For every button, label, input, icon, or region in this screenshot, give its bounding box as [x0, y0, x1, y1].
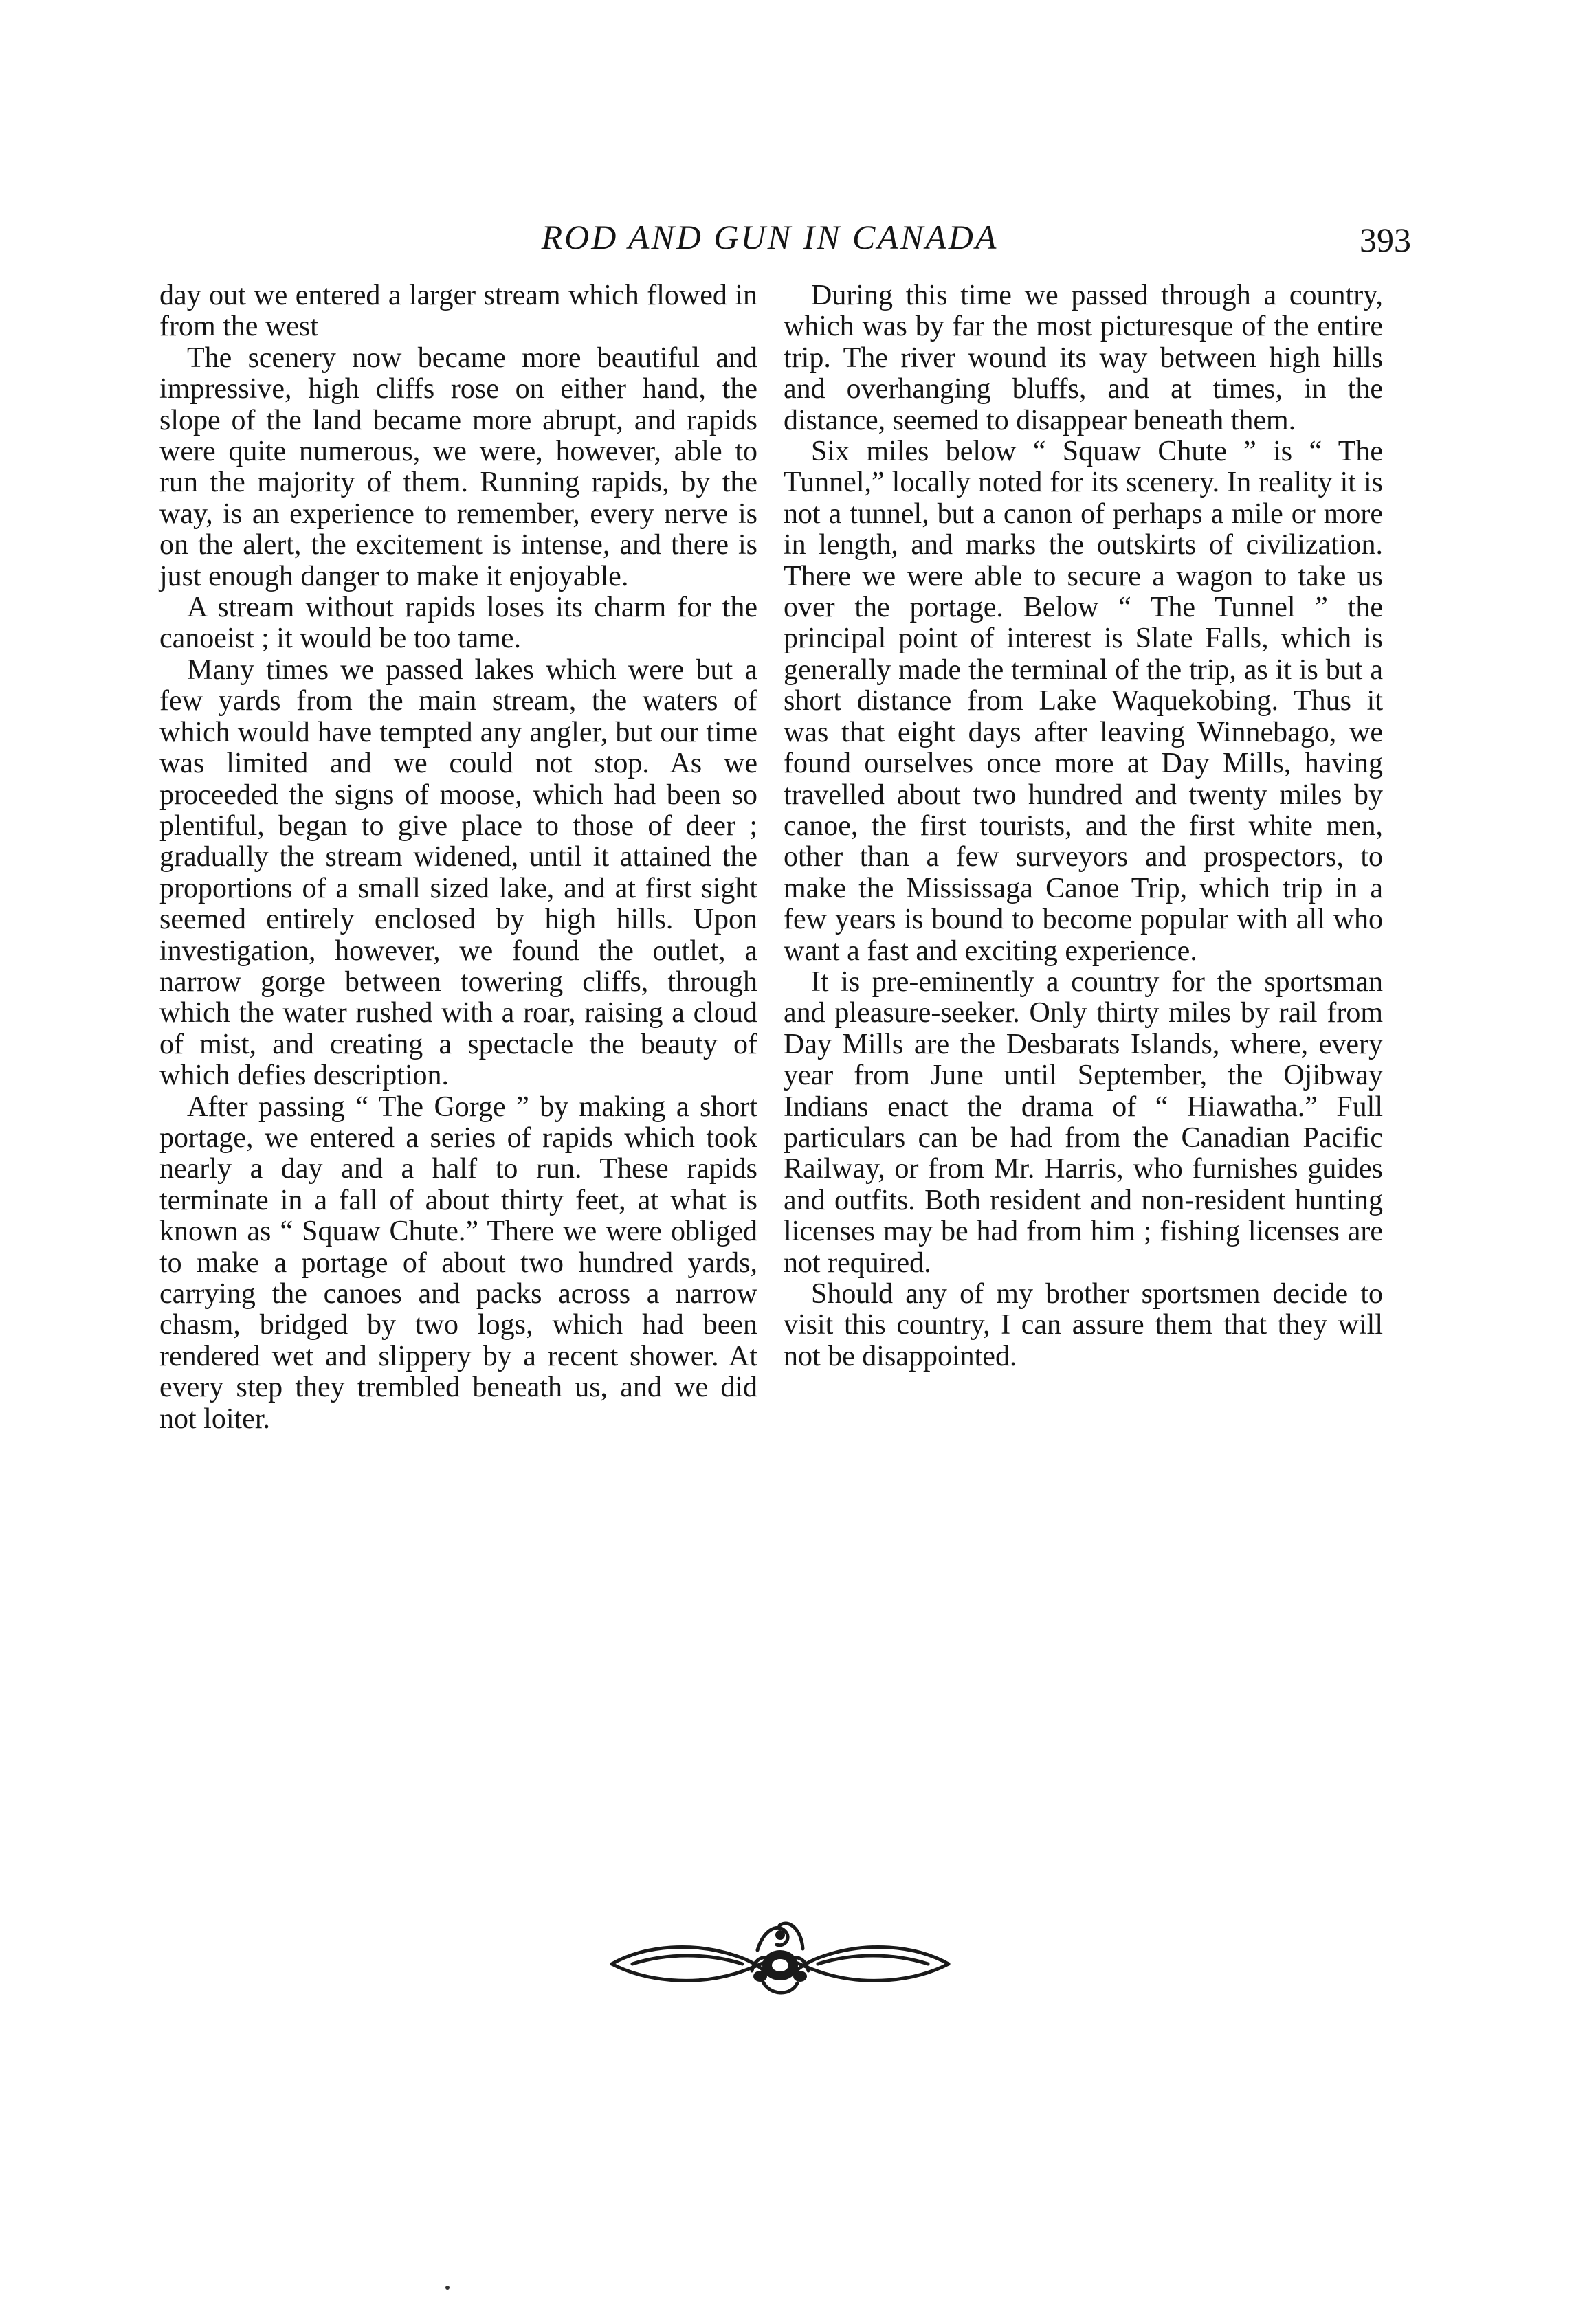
- page-number: 393: [1360, 221, 1411, 259]
- decorative-ornament-icon: [605, 1910, 955, 2007]
- paragraph: After passing “ The Gorge ” by making a short portage, we entered a series of rapids which took nearly a day and a half to run. These rapids terminate in a fall of about thirty feet, at what is known as “ Squaw Chute.” There we were obliged to make a portage of about two hundred yards, carrying the canoes and packs across a narrow chasm, bridged by two logs, which had been rendered wet and slippery by a recent shower. At every step they trembled beneath us, and we did not loiter.: [159, 1091, 757, 1435]
- paragraph: During this time we passed through a country, which was by far the most picturesque of the entire trip. The river wound its way between high hills and overhanging bluffs, and at times, in the distance, seemed to disappear beneath them.: [784, 280, 1383, 436]
- paragraph: Should any of my brother sportsmen decide to visit this country, I can assure them that they will not be disappointed.: [784, 1278, 1383, 1372]
- left-column: [159, 280, 757, 1435]
- paragraph: Six miles below “ Squaw Chute ” is “ The Tunnel,” locally noted for its scenery. In reality it is not a tunnel, but a canon of perhaps a mile or more in length, and marks the outskirts of civilization. There we were able to secure a wagon to take us over the portage. Below “ The Tunnel ” the principal point of interest is Slate Falls, which is generally made the terminal of the trip, as it is but a short distance from Lake Waquekobing. Thus it was that eight days after leaving Winnebago, we found ourselves once more at Day Mills, having travelled about two hundred and twenty miles by canoe, the first tourists, and the first white men, other than a few surveyors and prospectors, to make the Mississaga Canoe Trip, which trip in a few years is bound to become popular with all who want a fast and exciting experience.: [784, 436, 1383, 967]
- paragraph: It is pre-eminently a country for the sportsman and pleasure-seeker. Only thirty miles by rail from Day Mills are the Desbarats Islands, where, every year from June until September, the Ojibway Indians enact the drama of “ Hiawatha.” Full particulars can be had from the Canadian Pacific Railway, or from Mr. Harris, who furnishes guides and outfits. Both resident and non-resident hunting licenses may be had from him ; fishing licenses are not required.: [784, 965, 1383, 1279]
- running-title: ROD AND GUN IN CANADA: [541, 218, 999, 256]
- paragraph: day out we entered a larger stream which flowed in from the west: [159, 280, 757, 343]
- paragraph: A stream without rapids loses its charm for the canoeist ; it would be too tame.: [159, 592, 757, 655]
- right-column: [784, 280, 1383, 1372]
- paragraph: The scenery now became more beautiful and impressive, high cliffs rose on either hand, the slope of the land became more abrupt, and rapids were quite numerous, we were, however, able to run the majority of them. Running rapids, by the way, is an experience to remember, every nerve is on the alert, the excitement is intense, and there is just enough danger to make it enjoyable.: [159, 342, 757, 592]
- paragraph: Many times we passed lakes which were but a few yards from the main stream, the waters of which would have tempted any angler, but our time was limited and we could not stop. As we proceeded the signs of moose, which had been so plentiful, began to give place to those of deer ; gradually the stream widened, until it attained the proportions of a small sized lake, and at first sight seemed entirely enclosed by high hills. Upon investigation, however, we found the outlet, a narrow gorge between towering cliffs, through which the water rushed with a roar, raising a cloud of mist, and creating a spectacle the beauty of which defies description.: [159, 653, 757, 1092]
- print-speck: [445, 2286, 450, 2290]
